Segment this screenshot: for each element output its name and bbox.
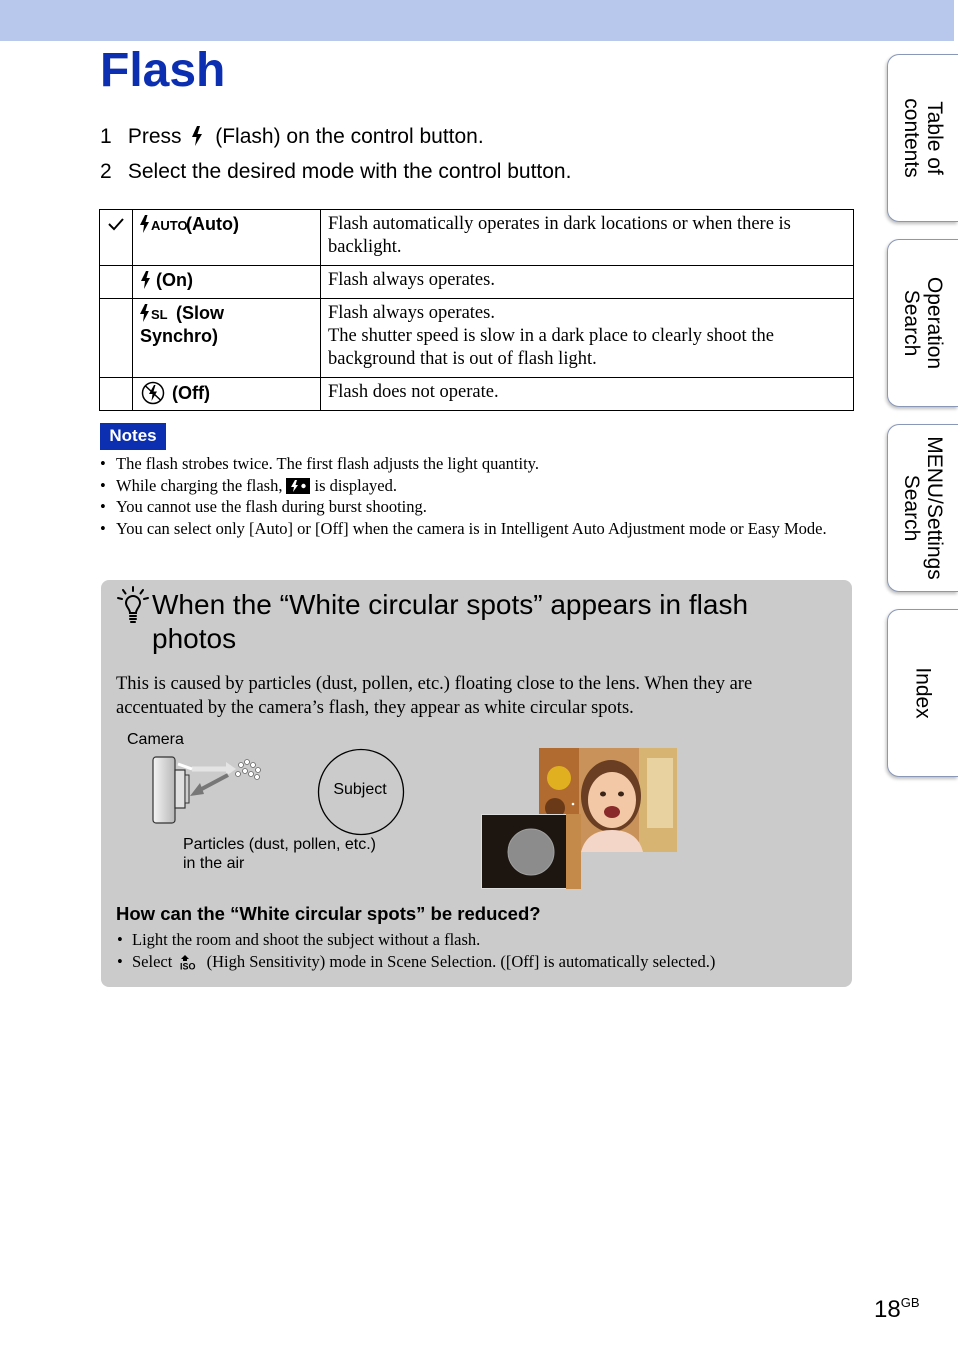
table-row	[100, 378, 854, 411]
svg-text:SL: SL	[151, 307, 168, 322]
tab-table-of-contents[interactable]	[887, 54, 958, 222]
default-marker-cell	[100, 378, 133, 411]
table-row	[100, 210, 854, 266]
tab-operation-search[interactable]	[887, 239, 958, 407]
step-text: Press	[127, 125, 182, 148]
list-item-text: Select	[132, 951, 173, 971]
step-number: 1	[100, 125, 112, 148]
tab-index[interactable]	[887, 609, 958, 777]
mode-description-cell	[321, 299, 854, 378]
page-number-value: 18	[874, 1296, 901, 1323]
list-item: • The flash strobes twice. The first flash adjusts the light quantity.	[99, 453, 839, 475]
list-item-text: While charging the flash,	[116, 475, 283, 495]
table-row	[100, 266, 854, 299]
camera-label: Camera	[127, 731, 184, 748]
list-item: • You cannot use the flash during burst shooting.	[99, 496, 839, 518]
subject-label: Subject	[333, 781, 387, 798]
step-text: Select the desired mode with the control button.	[127, 160, 572, 183]
hint-body: This is caused by particles (dust, pollen, etc.) floating close to the lens. When they are accentuated by the camera’s flash, they appear as white circular spots.	[116, 674, 753, 718]
mode-name: (Auto)	[186, 214, 239, 234]
tab-label: Index	[911, 667, 935, 719]
mode-name-cell	[133, 378, 321, 411]
flash-on-icon	[140, 271, 152, 289]
notes-list	[99, 453, 839, 539]
notes-badge: Notes	[100, 423, 166, 450]
checkmark-icon	[108, 217, 124, 231]
mode-name: (On)	[156, 270, 193, 290]
list-item: • Light the room and shoot the subject without a flash.	[116, 929, 836, 951]
mode-name: (Slow	[176, 303, 224, 323]
flash-auto-icon	[140, 215, 188, 233]
mode-description: Flash automatically operates in dark locations or when there is backlight.	[321, 210, 854, 266]
flash-off-icon	[140, 381, 166, 405]
page-title: Flash	[100, 44, 226, 97]
step-number: 2	[100, 160, 112, 183]
hint-title: When the “White circular spots” appears in flash photos	[152, 589, 749, 654]
table-row	[100, 299, 854, 378]
flash-icon	[191, 126, 203, 146]
tab-label: Table of contents	[900, 98, 946, 178]
list-item	[116, 951, 836, 973]
step-2	[100, 159, 571, 185]
mode-description: Flash always operates.	[328, 303, 495, 323]
mode-name: (Off)	[172, 383, 210, 403]
white-spot-closeup	[481, 814, 581, 889]
step-text: (Flash) on the control button.	[215, 125, 484, 148]
list-item-text: (High Sensitivity) mode in Scene Selection. ([Off] is automatically selected.)	[206, 951, 716, 971]
high-sensitivity-icon	[180, 954, 200, 970]
list-item-text: is displayed.	[314, 475, 397, 495]
mode-name-cell	[133, 266, 321, 299]
mode-description: Flash does not operate.	[321, 378, 854, 411]
tab-label: Operation Search	[900, 276, 946, 370]
flash-mode-table	[99, 209, 854, 411]
default-marker-cell	[100, 210, 133, 266]
top-banner	[0, 0, 954, 41]
particles-label	[183, 835, 376, 873]
particles-label-line: in the air	[183, 855, 245, 872]
camera-lens-ring	[185, 775, 189, 803]
default-marker-cell	[100, 299, 133, 378]
page-number-suffix: GB	[900, 1295, 920, 1310]
page-number	[874, 1288, 920, 1325]
step-1	[100, 124, 484, 150]
mode-description: The shutter speed is slow in a dark place to clearly shoot the background that is out of flash light.	[328, 326, 774, 369]
lightbulb-hint-icon	[116, 586, 150, 624]
particles	[236, 760, 261, 780]
flash-slow-synchro-icon	[140, 304, 172, 322]
mode-name: Synchro)	[140, 326, 219, 346]
svg-text:AUTO: AUTO	[151, 218, 188, 233]
list-item	[99, 475, 839, 497]
reduce-list	[116, 929, 836, 972]
camera-lens	[175, 770, 185, 808]
tab-menu-settings-search[interactable]	[887, 424, 958, 592]
list-item: • You can select only [Auto] or [Off] when the camera is in Intelligent Auto Adjustment mode or Easy Mode.	[99, 518, 839, 540]
mode-description: Flash always operates.	[321, 266, 854, 299]
camera-particles-diagram	[140, 745, 270, 830]
camera-body	[153, 757, 175, 823]
mode-name-cell	[133, 210, 321, 266]
mode-name-cell	[133, 299, 321, 378]
flash-charging-icon	[286, 478, 310, 494]
particles-label-line: Particles (dust, pollen, etc.)	[183, 836, 376, 853]
tab-label: MENU/Settings Search	[900, 436, 946, 580]
reduce-heading: How can the “White circular spots” be reduced?	[116, 903, 541, 924]
default-marker-cell	[100, 266, 133, 299]
svg-text:ISO: ISO	[180, 961, 196, 971]
